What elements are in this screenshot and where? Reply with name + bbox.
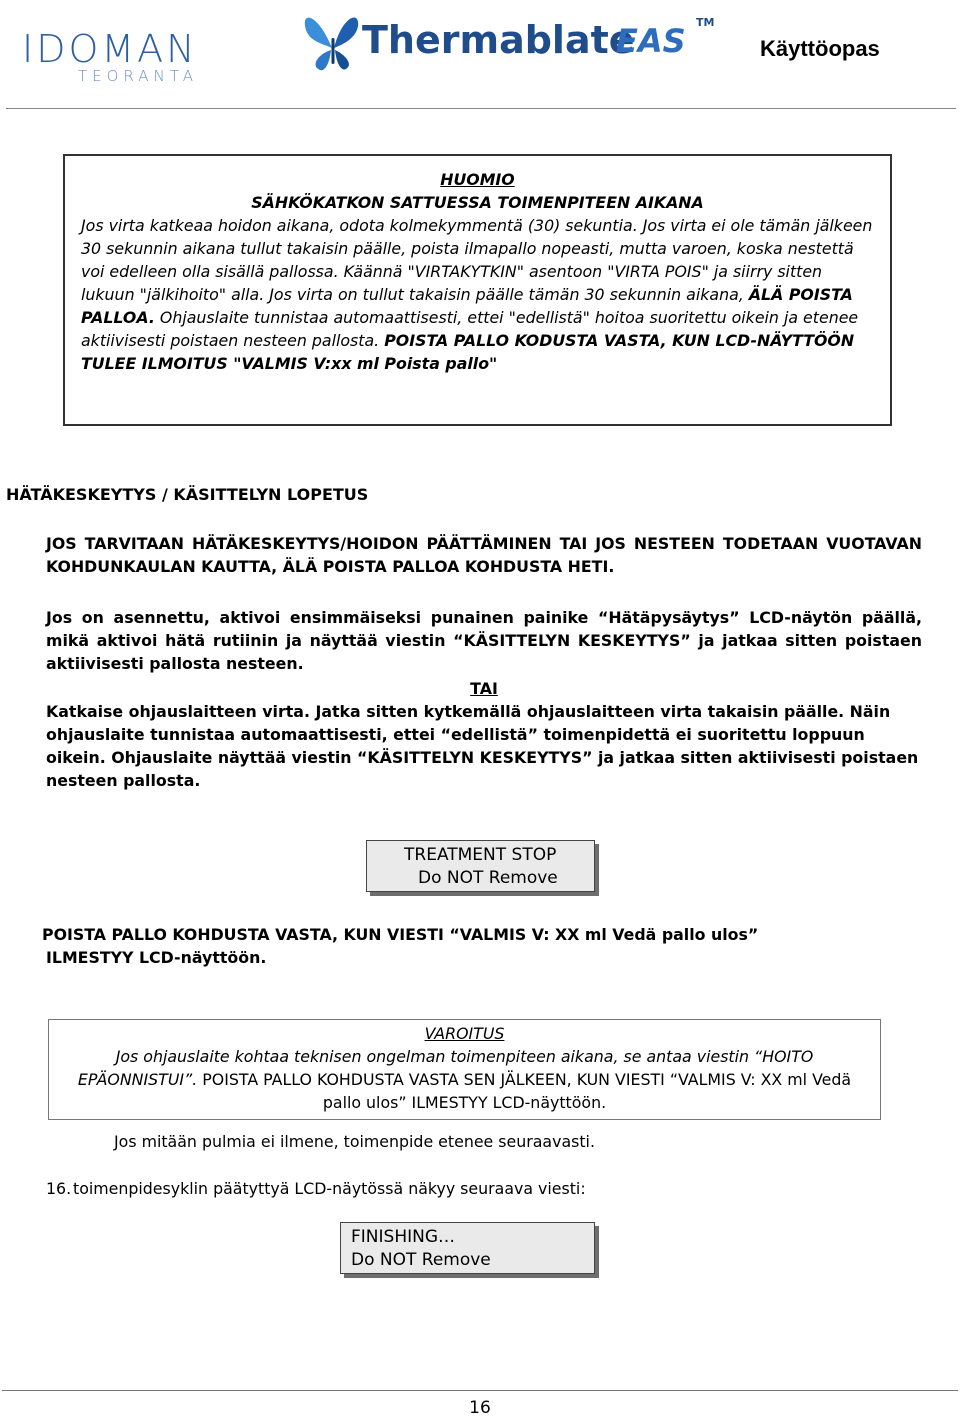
notice-text-1: Jos virta katkeaa hoidon aikana, odota kolmekymmentä (30) sekuntia. Jos virta ei ole tämän jälkeen 30 sekunnin aikana tullut takaisin päälle, poista ilmapallo nopeasti, mutta varoen, koska nestettä voi edelleen olla sisällä pallossa. Käännä "VIRTAKYTKIN" asentoon "VIRTA POIS" ja siirry sitten lukuun "jälkihoito" alla. Jos virta on tullut takaisin päälle tämän 30 sekunnin aikana, — [81, 216, 873, 304]
butterfly-icon — [298, 8, 368, 78]
lcd-line-2: Do NOT Remove — [351, 1250, 491, 1270]
no-problems-text: Jos mitään pulmia ei ilmene, toimenpide etenee seuraavasti. — [114, 1132, 595, 1151]
power-outage-notice — [63, 154, 892, 426]
lcd-display-finishing — [340, 1222, 595, 1274]
warning-title: VAROITUS — [424, 1024, 505, 1043]
warning-body — [57, 1045, 872, 1114]
warning-plain-text: POISTA PALLO KOHDUSTA VASTA SEN JÄLKEEN, KUN VIESTI “VALMIS V: XX ml Vedä pallo ulos” ILMESTYY LCD-näyttöön. — [197, 1070, 852, 1112]
notice-body — [81, 214, 874, 375]
lcd-line-1: FINISHING… — [351, 1227, 456, 1247]
remove-balloon-line-2: ILMESTYY LCD-näyttöön. — [46, 948, 267, 967]
remove-balloon-line-1: POISTA PALLO KOHDUSTA VASTA, KUN VIESTI “VALMIS V: XX ml Vedä pallo ulos” — [42, 925, 759, 944]
idoman-logo-sub: TEORANTA — [78, 67, 199, 85]
footer-divider — [2, 1390, 958, 1391]
manual-title: Käyttöopas — [760, 36, 880, 61]
lcd-line-2: Do NOT Remove — [418, 868, 558, 888]
page-number: 16 — [469, 1398, 491, 1418]
eas-wordmark: EAS — [616, 22, 686, 60]
lcd-line-1: TREATMENT STOP — [404, 845, 557, 865]
lcd-display-treatment-stop — [366, 840, 595, 892]
step-16-number: 16. — [46, 1179, 72, 1198]
warning-italic-text: Jos ohjauslaite kohtaa teknisen ongelman toimenpiteen aikana, se antaa viestin “HOITO EPÄONNISTUI”. — [77, 1047, 814, 1089]
idoman-logo-main: IDOMAN — [22, 27, 198, 71]
idoman-logo — [22, 27, 199, 85]
thermablate-wordmark: Thermablate — [362, 18, 635, 62]
section-title: HÄTÄKESKEYTYS / KÄSITTELYN LOPETUS — [6, 485, 369, 504]
notice-bold-2: POISTA PALLO KODUSTA VASTA, KUN LCD-NÄYTTÖÖN TULEE ILMOITUS "VALMIS V:xx ml Poista pallo" — [81, 331, 855, 373]
emergency-stop-paragraph: Jos on asennettu, aktivoi ensimmäiseksi punainen painike “Hätäpysäytys” LCD-näytön päällä, mikä aktivoi hätä rutiinin ja näyttää viestin “KÄSITTELYN KESKEYTYS” ja jatkaa sitten poistaen aktiivisesti pallosta nesteen. — [46, 608, 922, 673]
notice-heading: HUOMIO — [440, 170, 515, 189]
technical-failure-warning — [48, 1019, 881, 1120]
notice-subheading: SÄHKÖKATKON SATTUESSA TOIMENPITEEN AIKANA — [251, 193, 704, 212]
notice-text-2: Ohjauslaite tunnistaa automaattisesti, ettei "edellistä" hoitoa suoritettu oikein ja etenee aktiivisesti poistaen nesteen pallosta. — [81, 308, 859, 350]
notice-bold-1: ÄLÄ POISTA PALLOA. — [81, 285, 853, 327]
emergency-warning-paragraph: JOS TARVITAAN HÄTÄKESKEYTYS/HOIDON PÄÄTTÄMINEN TAI JOS NESTEEN TODETAAN VUOTAVAN KOHDUNKAULAN KAUTTA, ÄLÄ POISTA PALLOA KOHDUSTA HETI. — [46, 534, 922, 576]
header-divider — [6, 108, 956, 109]
or-label: TAI — [470, 679, 498, 698]
step-16-text: toimenpidesyklin päätyttyä LCD-näytössä näkyy seuraava viesti: — [73, 1179, 586, 1198]
power-cycle-paragraph: Katkaise ohjauslaitteen virta. Jatka sitten kytkemällä ohjauslaitteen virta takaisin päälle. Näin ohjauslaite tunnistaa automaattisesti, ettei “edellistä” toimenpidettä ei suoritettu loppuun oikein. Ohjauslaite näyttää viestin “KÄSITTELYN KESKEYTYS” ja jatkaa sitten aktiivisesti poistaen nesteen pallosta. — [46, 702, 919, 790]
trademark-symbol: TM — [696, 16, 715, 29]
